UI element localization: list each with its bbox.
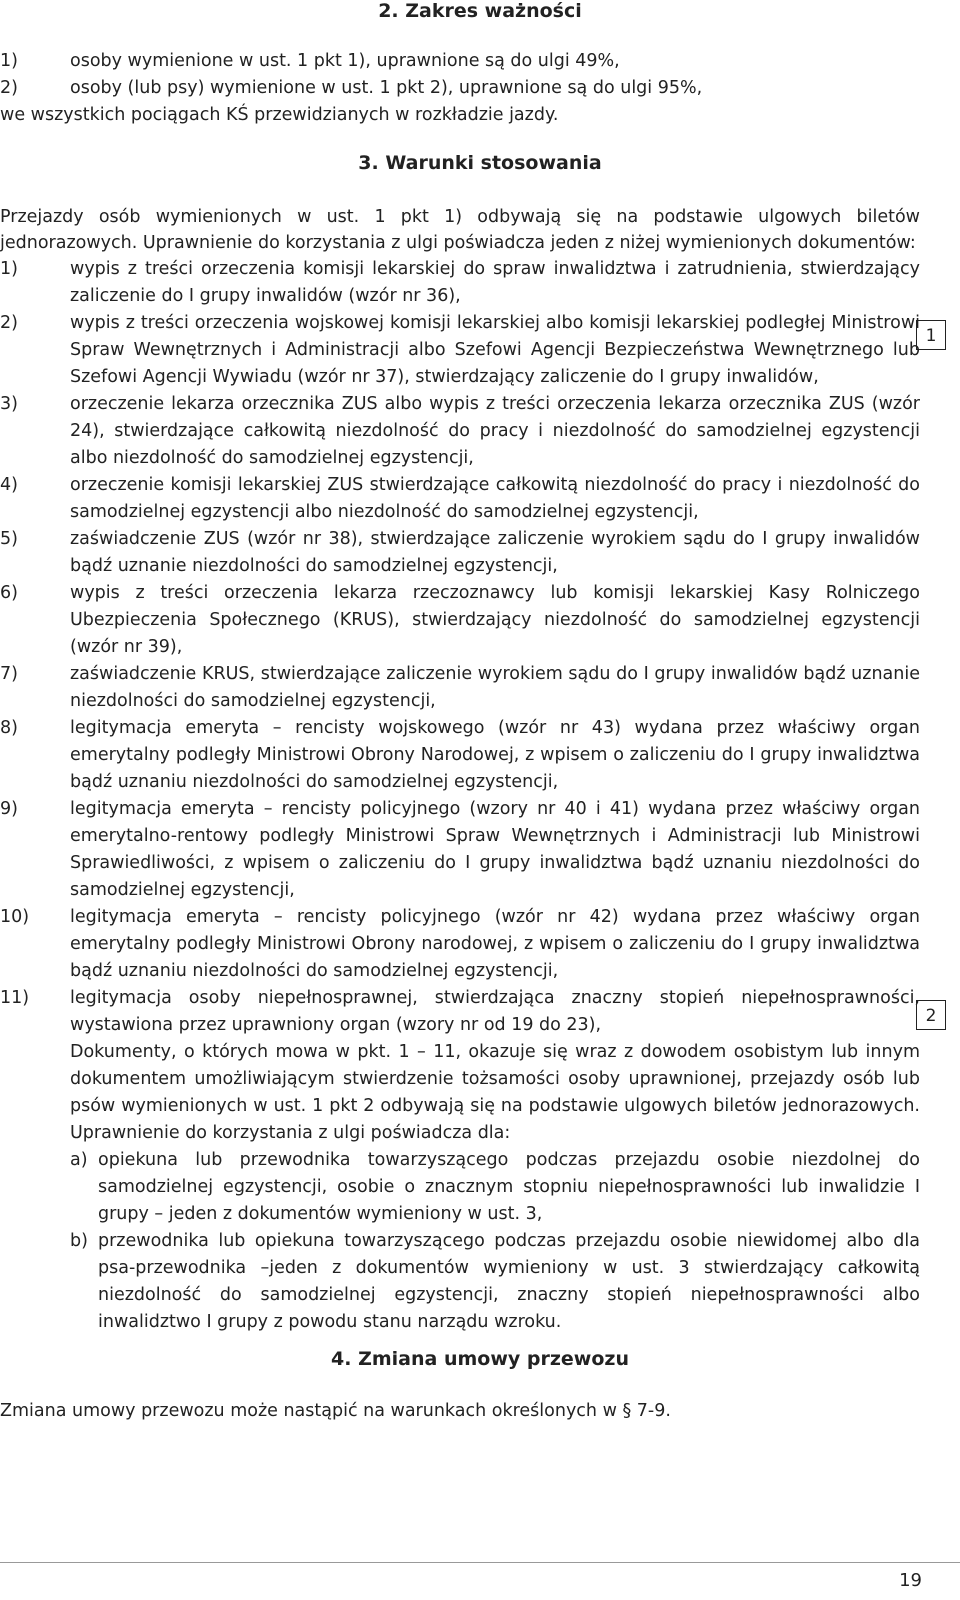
sub-item-letter: a) [70, 1150, 88, 1170]
item-text: orzeczenie lekarza orzecznika ZUS albo wypis z treści orzeczenia lekarza orzecznika ZUS (wzór 24), stwierdzające całkowitą niezdolność do pracy i niezdolność do samodzielnej egzystencji albo niezdolność do samodzielnej egzystencji, [70, 394, 920, 468]
list-item [0, 48, 920, 75]
sub-item-letter: b) [70, 1231, 88, 1251]
item-number: 10) [0, 907, 30, 927]
section-4-text: Zmiana umowy przewozu może nastąpić na warunkach określonych w § 7-9. [0, 1401, 671, 1421]
item-number: 3) [0, 394, 18, 414]
item-number: 2) [0, 313, 18, 333]
section-3-sublist [70, 1147, 920, 1336]
margin-marker-2: 2 [916, 1000, 946, 1030]
item-text: legitymacja emeryta – rencisty policyjnego (wzór nr 42) wydana przez właściwy organ emerytalny podległy Ministrowi Obrony narodowej, z wpisem o zaliczeniu do I grupy inwalidztwa bądź uznaniu niezdolności do samodzielnej egzystencji, [70, 907, 920, 981]
section-2-title: 2. Zakres ważności [378, 0, 582, 22]
item-number: 4) [0, 475, 18, 495]
item-number: 1) [0, 51, 18, 71]
item-number: 8) [0, 718, 18, 738]
item-number: 9) [0, 799, 18, 819]
list-item [0, 472, 920, 526]
item-number: 6) [0, 583, 18, 603]
sub-list-item [70, 1147, 920, 1228]
item-text: legitymacja emeryta – rencisty policyjnego (wzory nr 40 i 41) wydana przez właściwy organ emerytalno-rentowy podległy Ministrowi Spraw Wewnętrznych i Administracji lub Ministrowi Sprawiedliwości, z wpisem o zaliczeniu do I grupy inwalidztwa bądź uznaniu niezdolności do samodzielnej egzystencji, [70, 799, 920, 900]
item-text: wypis z treści orzeczenia komisji lekarskiej do spraw inwalidztwa i zatrudnienia, stwierdzający zaliczenie do I grupy inwalidów (wzór nr 36), [70, 259, 920, 306]
list-item [0, 661, 920, 715]
list-item [0, 796, 920, 904]
list-item [0, 715, 920, 796]
item-text: osoby wymienione w ust. 1 pkt 1), uprawnione są do ulgi 49%, [70, 51, 620, 71]
page-number: 19 [899, 1570, 922, 1591]
list-item [0, 310, 920, 391]
section-2-list [0, 48, 920, 129]
item-text: wypis z treści orzeczenia lekarza rzeczoznawcy lub komisji lekarskiej Kasy Rolniczego Ubezpieczenia Społecznego (KRUS), stwierdzający niezdolność do samodzielnej egzystencji (wzór nr 39), [70, 583, 920, 657]
margin-marker-1: 1 [916, 320, 946, 350]
item-text: legitymacja emeryta – rencisty wojskowego (wzór nr 43) wydana przez właściwy organ emerytalny podległy Ministrowi Obrony Narodowej, z wpisem o zaliczeniu do I grupy inwalidztwa bądź uznaniu niezdolności do samodzielnej egzystencji, [70, 718, 920, 792]
item-number: 1) [0, 259, 18, 279]
list-item [0, 985, 920, 1039]
section-3-intro: Przejazdy osób wymienionych w ust. 1 pkt 1) odbywają się na podstawie ulgowych biletów jednorazowych. Uprawnienie do korzystania z ulgi poświadcza jeden z niżej wymienionych dokumentów: [0, 207, 920, 253]
section-4-title: 4. Zmiana umowy przewozu [331, 1348, 629, 1370]
list-item [0, 391, 920, 472]
section-2-continuation: we wszystkich pociągach KŚ przewidzianych w rozkładzie jazdy. [0, 105, 559, 125]
item-number: 5) [0, 529, 18, 549]
list-item [0, 75, 920, 102]
item-number: 2) [0, 78, 18, 98]
sub-list-item [70, 1228, 920, 1336]
section-3-title: 3. Warunki stosowania [358, 152, 602, 174]
sub-item-text: przewodnika lub opiekuna towarzyszącego podczas przejazdu osobie niewidomej albo dla psa-przewodnika –jeden z dokumentów wymieniony w ust. 3 stwierdzający całkowitą niezdolność do samodzielnej egzystencji, znaczny stopień niepełnosprawności albo inwalidztwo I grupy z powodu stanu narządu wzroku. [98, 1231, 920, 1332]
item-number: 7) [0, 664, 18, 684]
list-item [0, 580, 920, 661]
list-item [0, 256, 920, 310]
section-3-paragraph-2: Dokumenty, o których mowa w pkt. 1 – 11, okazuje się wraz z dowodem osobistym lub innym dokumentem umożliwiającym stwierdzenie tożsamości osoby uprawnionej, przejazdy osób lub psów wymienionych w ust. 1 pkt 2 odbywają się na podstawie ulgowych biletów jednorazowych. Uprawnienie do korzystania z ulgi poświadcza dla: [70, 1042, 920, 1143]
item-text: zaświadczenie ZUS (wzór nr 38), stwierdzające zaliczenie wyrokiem sądu do I grupy inwalidów bądź uznanie niezdolności do samodzielnej egzystencji, [70, 529, 920, 576]
item-text: zaświadczenie KRUS, stwierdzające zaliczenie wyrokiem sądu do I grupy inwalidów bądź uznanie niezdolności do samodzielnej egzystencji, [70, 664, 920, 711]
list-item [0, 904, 920, 985]
list-item [0, 526, 920, 580]
item-text: legitymacja osoby niepełnosprawnej, stwierdzająca znaczny stopień niepełnosprawności, wystawiona przez uprawniony organ (wzory nr od 19 do 23), [70, 988, 920, 1035]
item-number: 11) [0, 988, 30, 1008]
sub-item-text: opiekuna lub przewodnika towarzyszącego podczas przejazdu osobie niezdolnej do samodzielnej egzystencji, osobie o znacznym stopniu niepełnosprawności lub inwalidzie I grupy – jeden z dokumentów wymieniony w ust. 3, [98, 1150, 920, 1224]
item-text: orzeczenie komisji lekarskiej ZUS stwierdzające całkowitą niezdolność do pracy i niezdolność do samodzielnej egzystencji albo niezdolność do samodzielnej egzystencji, [70, 475, 920, 522]
section-3-list [0, 256, 920, 1336]
footer-divider [0, 1562, 960, 1563]
item-text: osoby (lub psy) wymienione w ust. 1 pkt 2), uprawnione są do ulgi 95%, [70, 78, 703, 98]
item-text: wypis z treści orzeczenia wojskowej komisji lekarskiej albo komisji lekarskiej podległej Ministrowi Spraw Wewnętrznych i Administracji albo Szefowi Agencji Bezpieczeństwa Wewnętrznego lub Szefowi Agencji Wywiadu (wzór nr 37), stwierdzający zaliczenie do I grupy inwalidów, [70, 313, 920, 387]
